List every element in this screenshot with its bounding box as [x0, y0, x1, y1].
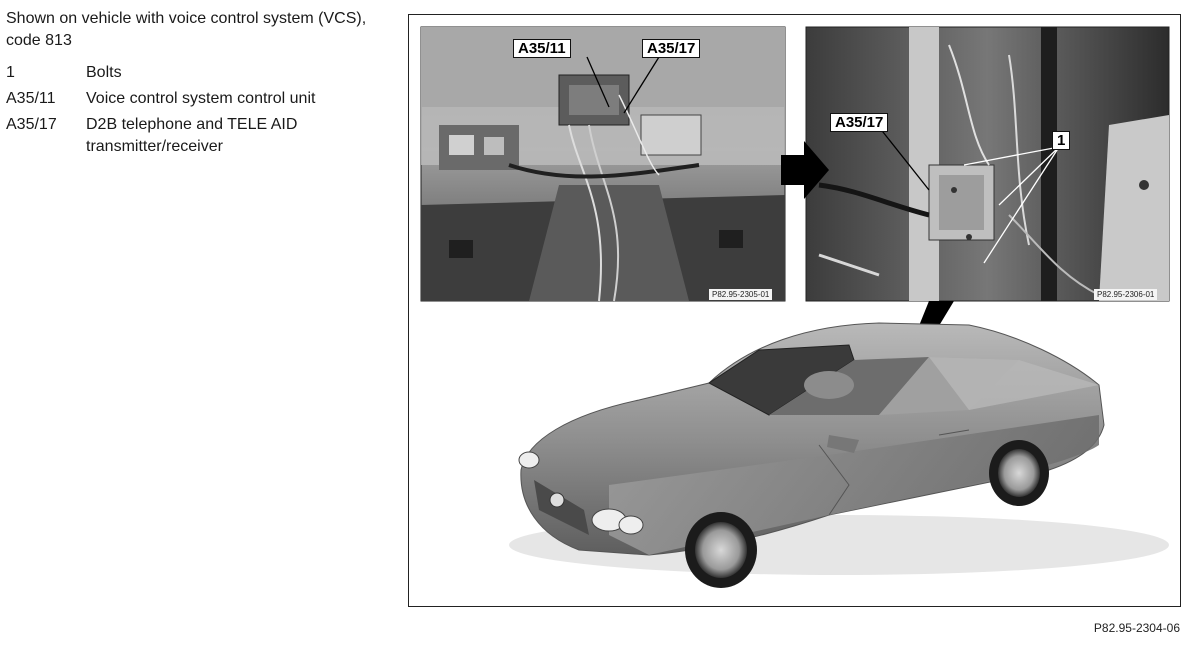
- photo-reference: P82.95-2306-01: [1094, 289, 1157, 300]
- legend-item: [6, 62, 386, 84]
- callout-label: A35/17: [830, 113, 888, 132]
- legend: [6, 8, 386, 162]
- legend-code: A35/17: [6, 116, 57, 133]
- legend-item: [6, 88, 386, 110]
- legend-description: Bolts: [86, 64, 122, 81]
- legend-intro: Shown on vehicle with voice control system (VCS), code 813: [6, 10, 367, 49]
- callout-label: 1: [1052, 131, 1070, 150]
- figure-illustration: [409, 15, 1181, 607]
- car-illustration: [509, 323, 1169, 588]
- legend-item: [6, 114, 386, 158]
- photo-reference: P82.95-2305-01: [709, 289, 772, 300]
- legend-description: D2B telephone and TELE AID transmitter/receiver: [86, 116, 298, 155]
- figure-reference: P82.95-2304-06: [1093, 621, 1180, 635]
- callout-label: A35/17: [642, 39, 700, 58]
- callout-label: A35/11: [513, 39, 571, 58]
- left-photo: [421, 27, 785, 301]
- legend-code: A35/11: [6, 90, 56, 107]
- legend-code: 1: [6, 64, 15, 81]
- right-photo: [806, 27, 1169, 301]
- legend-description: Voice control system control unit: [86, 90, 316, 107]
- figure-frame: [408, 14, 1181, 607]
